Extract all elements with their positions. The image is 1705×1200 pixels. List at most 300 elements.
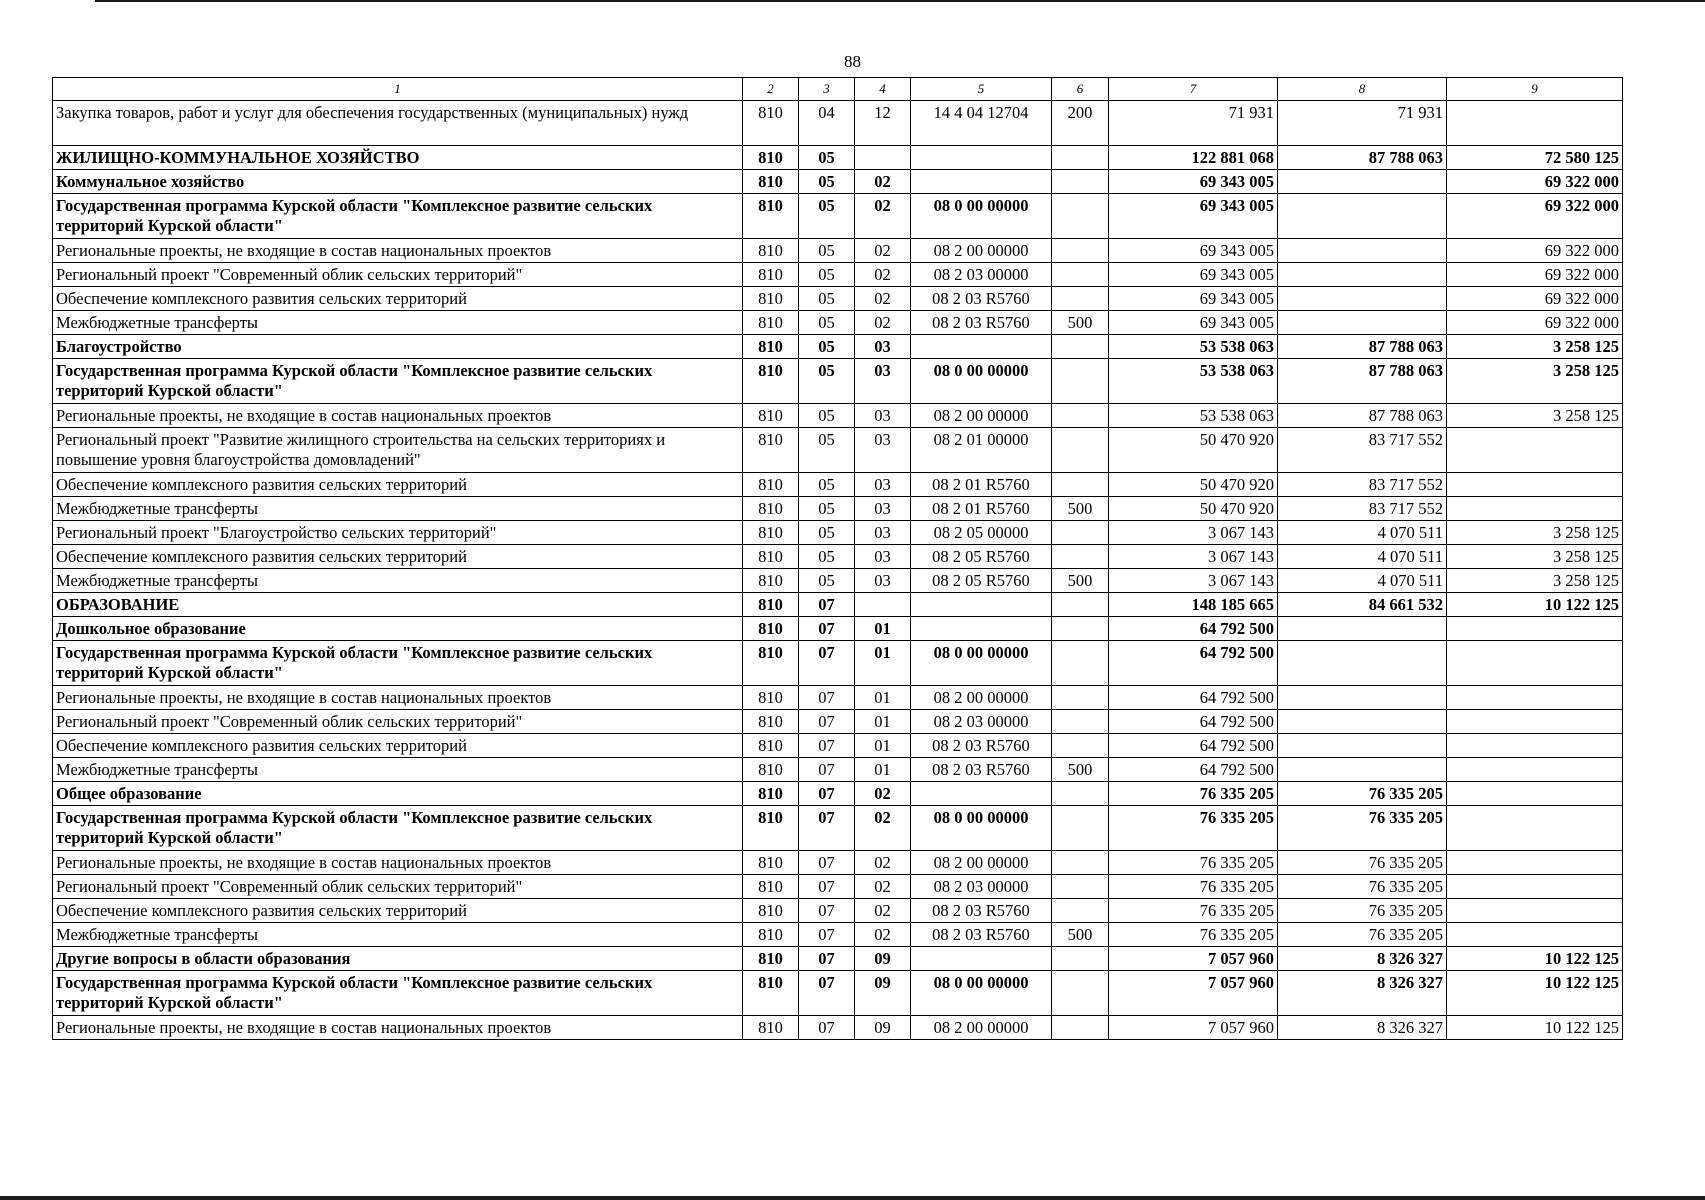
row-target-article: 08 2 00 00000 — [911, 851, 1052, 875]
row-section-code: 07 — [799, 923, 855, 947]
row-amount-col9 — [1447, 710, 1623, 734]
row-name: Обеспечение комплексного развития сельских территорий — [53, 473, 743, 497]
row-name: Региональные проекты, не входящие в состав национальных проектов — [53, 404, 743, 428]
row-amount-col9: 3 258 125 — [1447, 569, 1623, 593]
row-ministry-code: 810 — [743, 923, 799, 947]
row-section-code: 05 — [799, 287, 855, 311]
column-header: 5 — [911, 78, 1052, 101]
row-amount-col9: 10 122 125 — [1447, 947, 1623, 971]
row-section-code: 05 — [799, 473, 855, 497]
row-amount-col7: 53 538 063 — [1109, 404, 1278, 428]
table-row — [53, 497, 1623, 521]
row-amount-col8: 87 788 063 — [1278, 146, 1447, 170]
row-amount-col7: 7 057 960 — [1109, 971, 1278, 1016]
row-amount-col9: 72 580 125 — [1447, 146, 1623, 170]
row-amount-col7: 3 067 143 — [1109, 545, 1278, 569]
row-target-article: 08 0 00 00000 — [911, 806, 1052, 851]
table-row — [53, 710, 1623, 734]
row-amount-col8 — [1278, 311, 1447, 335]
row-ministry-code: 810 — [743, 311, 799, 335]
table-row — [53, 734, 1623, 758]
row-target-article: 08 0 00 00000 — [911, 641, 1052, 686]
row-subsection-code: 03 — [855, 335, 911, 359]
row-amount-col8 — [1278, 710, 1447, 734]
row-subsection-code: 01 — [855, 758, 911, 782]
column-number-row — [53, 78, 1623, 101]
row-ministry-code: 810 — [743, 758, 799, 782]
row-amount-col7: 76 335 205 — [1109, 899, 1278, 923]
row-amount-col9 — [1447, 428, 1623, 473]
table-row — [53, 1016, 1623, 1040]
row-amount-col9: 69 322 000 — [1447, 239, 1623, 263]
row-name: Региональный проект "Современный облик сельских территорий" — [53, 710, 743, 734]
table-row — [53, 287, 1623, 311]
row-section-code: 05 — [799, 335, 855, 359]
row-subsection-code: 03 — [855, 428, 911, 473]
row-ministry-code: 810 — [743, 641, 799, 686]
row-subsection-code: 03 — [855, 359, 911, 404]
row-amount-col8: 83 717 552 — [1278, 497, 1447, 521]
row-subsection-code: 02 — [855, 782, 911, 806]
budget-table — [52, 77, 1623, 1040]
row-amount-col7: 50 470 920 — [1109, 473, 1278, 497]
row-section-code: 05 — [799, 497, 855, 521]
row-expense-type — [1052, 641, 1109, 686]
row-subsection-code: 03 — [855, 473, 911, 497]
table-row — [53, 947, 1623, 971]
row-expense-type — [1052, 875, 1109, 899]
row-subsection-code: 02 — [855, 311, 911, 335]
row-target-article: 08 2 03 R5760 — [911, 758, 1052, 782]
row-amount-col9: 3 258 125 — [1447, 404, 1623, 428]
row-ministry-code: 810 — [743, 146, 799, 170]
row-ministry-code: 810 — [743, 971, 799, 1016]
row-amount-col9 — [1447, 758, 1623, 782]
row-amount-col7: 64 792 500 — [1109, 710, 1278, 734]
row-ministry-code: 810 — [743, 194, 799, 239]
row-subsection-code: 12 — [855, 101, 911, 146]
row-name: Обеспечение комплексного развития сельских территорий — [53, 545, 743, 569]
row-subsection-code: 01 — [855, 710, 911, 734]
row-ministry-code: 810 — [743, 569, 799, 593]
row-subsection-code: 02 — [855, 287, 911, 311]
row-amount-col8: 8 326 327 — [1278, 947, 1447, 971]
row-subsection-code: 09 — [855, 971, 911, 1016]
row-amount-col9 — [1447, 851, 1623, 875]
table-row — [53, 569, 1623, 593]
row-amount-col7: 69 343 005 — [1109, 239, 1278, 263]
row-amount-col7: 64 792 500 — [1109, 641, 1278, 686]
row-amount-col9: 69 322 000 — [1447, 194, 1623, 239]
row-section-code: 05 — [799, 428, 855, 473]
row-amount-col8: 87 788 063 — [1278, 359, 1447, 404]
column-header: 1 — [53, 78, 743, 101]
row-name: Региональный проект "Благоустройство сельских территорий" — [53, 521, 743, 545]
table-row — [53, 875, 1623, 899]
row-amount-col9 — [1447, 101, 1623, 146]
row-name: Обеспечение комплексного развития сельских территорий — [53, 899, 743, 923]
row-amount-col8 — [1278, 686, 1447, 710]
row-amount-col8: 4 070 511 — [1278, 521, 1447, 545]
row-name: Региональные проекты, не входящие в состав национальных проектов — [53, 686, 743, 710]
row-amount-col9 — [1447, 497, 1623, 521]
row-subsection-code: 02 — [855, 923, 911, 947]
row-expense-type — [1052, 359, 1109, 404]
row-ministry-code: 810 — [743, 521, 799, 545]
row-expense-type — [1052, 521, 1109, 545]
row-amount-col8 — [1278, 758, 1447, 782]
row-amount-col7: 76 335 205 — [1109, 875, 1278, 899]
row-amount-col8: 76 335 205 — [1278, 782, 1447, 806]
column-header: 3 — [799, 78, 855, 101]
row-name: ЖИЛИЩНО-КОММУНАЛЬНОЕ ХОЗЯЙСТВО — [53, 146, 743, 170]
row-section-code: 07 — [799, 758, 855, 782]
row-amount-col9: 3 258 125 — [1447, 359, 1623, 404]
row-subsection-code: 09 — [855, 1016, 911, 1040]
row-amount-col7: 71 931 — [1109, 101, 1278, 146]
row-amount-col8 — [1278, 170, 1447, 194]
row-amount-col8 — [1278, 239, 1447, 263]
row-target-article: 08 2 00 00000 — [911, 404, 1052, 428]
row-amount-col9: 10 122 125 — [1447, 593, 1623, 617]
row-amount-col7: 69 343 005 — [1109, 170, 1278, 194]
row-target-article: 08 2 03 R5760 — [911, 287, 1052, 311]
row-ministry-code: 810 — [743, 545, 799, 569]
scan-border-bottom — [0, 1196, 1705, 1200]
row-amount-col8 — [1278, 287, 1447, 311]
row-ministry-code: 810 — [743, 101, 799, 146]
row-name: Региональный проект "Современный облик сельских территорий" — [53, 263, 743, 287]
row-amount-col9 — [1447, 641, 1623, 686]
row-amount-col8: 87 788 063 — [1278, 404, 1447, 428]
row-ministry-code: 810 — [743, 1016, 799, 1040]
row-name: Региональные проекты, не входящие в состав национальных проектов — [53, 239, 743, 263]
row-subsection-code: 01 — [855, 641, 911, 686]
column-header: 9 — [1447, 78, 1623, 101]
row-target-article — [911, 170, 1052, 194]
row-expense-type — [1052, 263, 1109, 287]
row-section-code: 07 — [799, 1016, 855, 1040]
row-target-article: 08 0 00 00000 — [911, 359, 1052, 404]
row-amount-col9: 69 322 000 — [1447, 311, 1623, 335]
row-amount-col7: 69 343 005 — [1109, 287, 1278, 311]
row-amount-col7: 64 792 500 — [1109, 758, 1278, 782]
row-target-article — [911, 782, 1052, 806]
row-subsection-code: 02 — [855, 194, 911, 239]
row-target-article — [911, 593, 1052, 617]
row-section-code: 07 — [799, 686, 855, 710]
row-ministry-code: 810 — [743, 497, 799, 521]
row-amount-col7: 122 881 068 — [1109, 146, 1278, 170]
row-ministry-code: 810 — [743, 428, 799, 473]
table-row — [53, 782, 1623, 806]
row-amount-col9 — [1447, 806, 1623, 851]
table-row — [53, 170, 1623, 194]
row-target-article: 08 2 00 00000 — [911, 239, 1052, 263]
row-amount-col8: 84 661 532 — [1278, 593, 1447, 617]
row-ministry-code: 810 — [743, 239, 799, 263]
row-target-article: 08 2 03 R5760 — [911, 923, 1052, 947]
row-ministry-code: 810 — [743, 782, 799, 806]
row-amount-col8: 8 326 327 — [1278, 971, 1447, 1016]
row-section-code: 07 — [799, 875, 855, 899]
row-target-article — [911, 146, 1052, 170]
row-name: Дошкольное образование — [53, 617, 743, 641]
row-section-code: 05 — [799, 263, 855, 287]
row-amount-col9: 69 322 000 — [1447, 170, 1623, 194]
row-amount-col9: 3 258 125 — [1447, 521, 1623, 545]
row-name: Обеспечение комплексного развития сельских территорий — [53, 734, 743, 758]
row-target-article: 08 2 00 00000 — [911, 686, 1052, 710]
row-amount-col9 — [1447, 923, 1623, 947]
row-name: Межбюджетные трансферты — [53, 758, 743, 782]
row-subsection-code: 01 — [855, 686, 911, 710]
row-ministry-code: 810 — [743, 899, 799, 923]
page-number: 88 — [844, 52, 861, 71]
row-section-code: 07 — [799, 851, 855, 875]
row-amount-col9: 10 122 125 — [1447, 971, 1623, 1016]
row-expense-type — [1052, 239, 1109, 263]
row-amount-col7: 76 335 205 — [1109, 806, 1278, 851]
row-subsection-code — [855, 593, 911, 617]
row-expense-type — [1052, 617, 1109, 641]
row-ministry-code: 810 — [743, 851, 799, 875]
row-section-code: 05 — [799, 194, 855, 239]
row-subsection-code: 02 — [855, 170, 911, 194]
table-row — [53, 617, 1623, 641]
row-subsection-code: 02 — [855, 806, 911, 851]
row-subsection-code: 02 — [855, 263, 911, 287]
column-header: 8 — [1278, 78, 1447, 101]
row-ministry-code: 810 — [743, 617, 799, 641]
row-name: Региональный проект "Развитие жилищного строительства на сельских территориях и повышение уровня благоустройства домовладений" — [53, 428, 743, 473]
row-expense-type: 500 — [1052, 758, 1109, 782]
row-amount-col8: 83 717 552 — [1278, 473, 1447, 497]
row-target-article — [911, 617, 1052, 641]
row-section-code: 05 — [799, 545, 855, 569]
row-section-code: 07 — [799, 971, 855, 1016]
row-target-article: 08 2 03 00000 — [911, 263, 1052, 287]
row-amount-col9: 3 258 125 — [1447, 335, 1623, 359]
row-section-code: 07 — [799, 617, 855, 641]
table-row — [53, 806, 1623, 851]
table-row — [53, 335, 1623, 359]
row-ministry-code: 810 — [743, 335, 799, 359]
table-row — [53, 359, 1623, 404]
row-subsection-code: 02 — [855, 899, 911, 923]
row-name: Обеспечение комплексного развития сельских территорий — [53, 287, 743, 311]
row-target-article: 08 2 05 R5760 — [911, 545, 1052, 569]
row-expense-type — [1052, 404, 1109, 428]
row-name: Государственная программа Курской области "Комплексное развитие сельских территорий Курской области" — [53, 194, 743, 239]
row-amount-col8: 8 326 327 — [1278, 1016, 1447, 1040]
row-subsection-code: 02 — [855, 875, 911, 899]
row-section-code: 07 — [799, 782, 855, 806]
row-target-article: 08 2 05 R5760 — [911, 569, 1052, 593]
row-amount-col7: 3 067 143 — [1109, 569, 1278, 593]
row-expense-type — [1052, 593, 1109, 617]
row-ministry-code: 810 — [743, 263, 799, 287]
row-section-code: 05 — [799, 359, 855, 404]
row-section-code: 07 — [799, 593, 855, 617]
row-amount-col7: 76 335 205 — [1109, 923, 1278, 947]
row-expense-type — [1052, 806, 1109, 851]
row-ministry-code: 810 — [743, 170, 799, 194]
row-section-code: 05 — [799, 311, 855, 335]
row-name: Коммунальное хозяйство — [53, 170, 743, 194]
row-amount-col7: 64 792 500 — [1109, 617, 1278, 641]
row-ministry-code: 810 — [743, 947, 799, 971]
row-name: Другие вопросы в области образования — [53, 947, 743, 971]
row-target-article: 08 2 00 00000 — [911, 1016, 1052, 1040]
column-header: 7 — [1109, 78, 1278, 101]
row-subsection-code: 03 — [855, 404, 911, 428]
row-amount-col8 — [1278, 734, 1447, 758]
row-expense-type — [1052, 710, 1109, 734]
row-subsection-code: 03 — [855, 569, 911, 593]
row-name: ОБРАЗОВАНИЕ — [53, 593, 743, 617]
row-amount-col8: 76 335 205 — [1278, 806, 1447, 851]
row-subsection-code: 01 — [855, 617, 911, 641]
row-expense-type: 500 — [1052, 311, 1109, 335]
row-target-article: 08 2 03 00000 — [911, 710, 1052, 734]
row-amount-col7: 53 538 063 — [1109, 359, 1278, 404]
row-amount-col7: 64 792 500 — [1109, 734, 1278, 758]
table-row — [53, 851, 1623, 875]
row-amount-col9 — [1447, 734, 1623, 758]
row-expense-type — [1052, 734, 1109, 758]
row-subsection-code: 09 — [855, 947, 911, 971]
row-expense-type — [1052, 287, 1109, 311]
row-ministry-code: 810 — [743, 875, 799, 899]
row-name: Государственная программа Курской области "Комплексное развитие сельских территорий Курской области" — [53, 359, 743, 404]
row-amount-col8 — [1278, 617, 1447, 641]
row-section-code: 07 — [799, 899, 855, 923]
row-amount-col8: 87 788 063 — [1278, 335, 1447, 359]
row-target-article: 08 2 05 00000 — [911, 521, 1052, 545]
table-row — [53, 428, 1623, 473]
row-name: Межбюджетные трансферты — [53, 923, 743, 947]
row-amount-col8: 83 717 552 — [1278, 428, 1447, 473]
row-subsection-code: 03 — [855, 545, 911, 569]
row-amount-col7: 7 057 960 — [1109, 1016, 1278, 1040]
table-row — [53, 593, 1623, 617]
row-amount-col8: 4 070 511 — [1278, 569, 1447, 593]
row-amount-col9: 69 322 000 — [1447, 263, 1623, 287]
row-name: Региональный проект "Современный облик сельских территорий" — [53, 875, 743, 899]
row-name: Региональные проекты, не входящие в состав национальных проектов — [53, 1016, 743, 1040]
row-ministry-code: 810 — [743, 734, 799, 758]
row-section-code: 07 — [799, 641, 855, 686]
row-ministry-code: 810 — [743, 686, 799, 710]
row-name: Межбюджетные трансферты — [53, 311, 743, 335]
row-name: Государственная программа Курской области "Комплексное развитие сельских территорий Курской области" — [53, 971, 743, 1016]
row-expense-type: 500 — [1052, 497, 1109, 521]
row-amount-col9: 3 258 125 — [1447, 545, 1623, 569]
table-row — [53, 146, 1623, 170]
row-amount-col9 — [1447, 617, 1623, 641]
row-amount-col8: 76 335 205 — [1278, 899, 1447, 923]
row-amount-col9 — [1447, 899, 1623, 923]
row-name: Общее образование — [53, 782, 743, 806]
row-expense-type — [1052, 170, 1109, 194]
row-amount-col7: 76 335 205 — [1109, 851, 1278, 875]
row-target-article: 08 0 00 00000 — [911, 971, 1052, 1016]
table-row — [53, 641, 1623, 686]
row-subsection-code: 03 — [855, 497, 911, 521]
row-amount-col7: 3 067 143 — [1109, 521, 1278, 545]
row-section-code: 05 — [799, 404, 855, 428]
column-header: 4 — [855, 78, 911, 101]
row-ministry-code: 810 — [743, 806, 799, 851]
row-expense-type — [1052, 1016, 1109, 1040]
column-header: 6 — [1052, 78, 1109, 101]
row-section-code: 05 — [799, 146, 855, 170]
row-amount-col7: 64 792 500 — [1109, 686, 1278, 710]
row-ministry-code: 810 — [743, 359, 799, 404]
row-name: Закупка товаров, работ и услуг для обеспечения государственных (муниципальных) нужд — [53, 101, 743, 146]
table-row — [53, 899, 1623, 923]
table-row — [53, 971, 1623, 1016]
row-amount-col8 — [1278, 194, 1447, 239]
row-amount-col8: 76 335 205 — [1278, 851, 1447, 875]
row-name: Государственная программа Курской области "Комплексное развитие сельских территорий Курской области" — [53, 641, 743, 686]
row-amount-col9 — [1447, 473, 1623, 497]
scan-border-top — [95, 0, 1705, 2]
row-ministry-code: 810 — [743, 710, 799, 734]
row-expense-type — [1052, 686, 1109, 710]
row-section-code: 05 — [799, 170, 855, 194]
row-amount-col9: 10 122 125 — [1447, 1016, 1623, 1040]
table-row — [53, 521, 1623, 545]
row-expense-type — [1052, 971, 1109, 1016]
row-name: Межбюджетные трансферты — [53, 497, 743, 521]
row-expense-type: 500 — [1052, 569, 1109, 593]
row-target-article — [911, 335, 1052, 359]
row-section-code: 05 — [799, 239, 855, 263]
row-section-code: 05 — [799, 569, 855, 593]
row-expense-type — [1052, 782, 1109, 806]
row-amount-col7: 7 057 960 — [1109, 947, 1278, 971]
table-row — [53, 923, 1623, 947]
row-amount-col8: 76 335 205 — [1278, 875, 1447, 899]
row-expense-type — [1052, 899, 1109, 923]
row-subsection-code: 03 — [855, 521, 911, 545]
table-row — [53, 263, 1623, 287]
row-section-code: 07 — [799, 806, 855, 851]
row-name: Региональные проекты, не входящие в состав национальных проектов — [53, 851, 743, 875]
row-subsection-code: 02 — [855, 851, 911, 875]
table-row — [53, 758, 1623, 782]
row-target-article: 08 2 03 R5760 — [911, 734, 1052, 758]
row-amount-col7: 53 538 063 — [1109, 335, 1278, 359]
table-row — [53, 101, 1623, 146]
table-row — [53, 194, 1623, 239]
row-name: Государственная программа Курской области "Комплексное развитие сельских территорий Курской области" — [53, 806, 743, 851]
row-subsection-code: 01 — [855, 734, 911, 758]
row-target-article: 14 4 04 12704 — [911, 101, 1052, 146]
row-expense-type — [1052, 146, 1109, 170]
row-subsection-code — [855, 146, 911, 170]
row-section-code: 07 — [799, 947, 855, 971]
row-amount-col9 — [1447, 782, 1623, 806]
row-ministry-code: 810 — [743, 287, 799, 311]
row-amount-col8: 71 931 — [1278, 101, 1447, 146]
row-name: Межбюджетные трансферты — [53, 569, 743, 593]
table-row — [53, 404, 1623, 428]
row-amount-col9 — [1447, 686, 1623, 710]
row-amount-col7: 69 343 005 — [1109, 263, 1278, 287]
